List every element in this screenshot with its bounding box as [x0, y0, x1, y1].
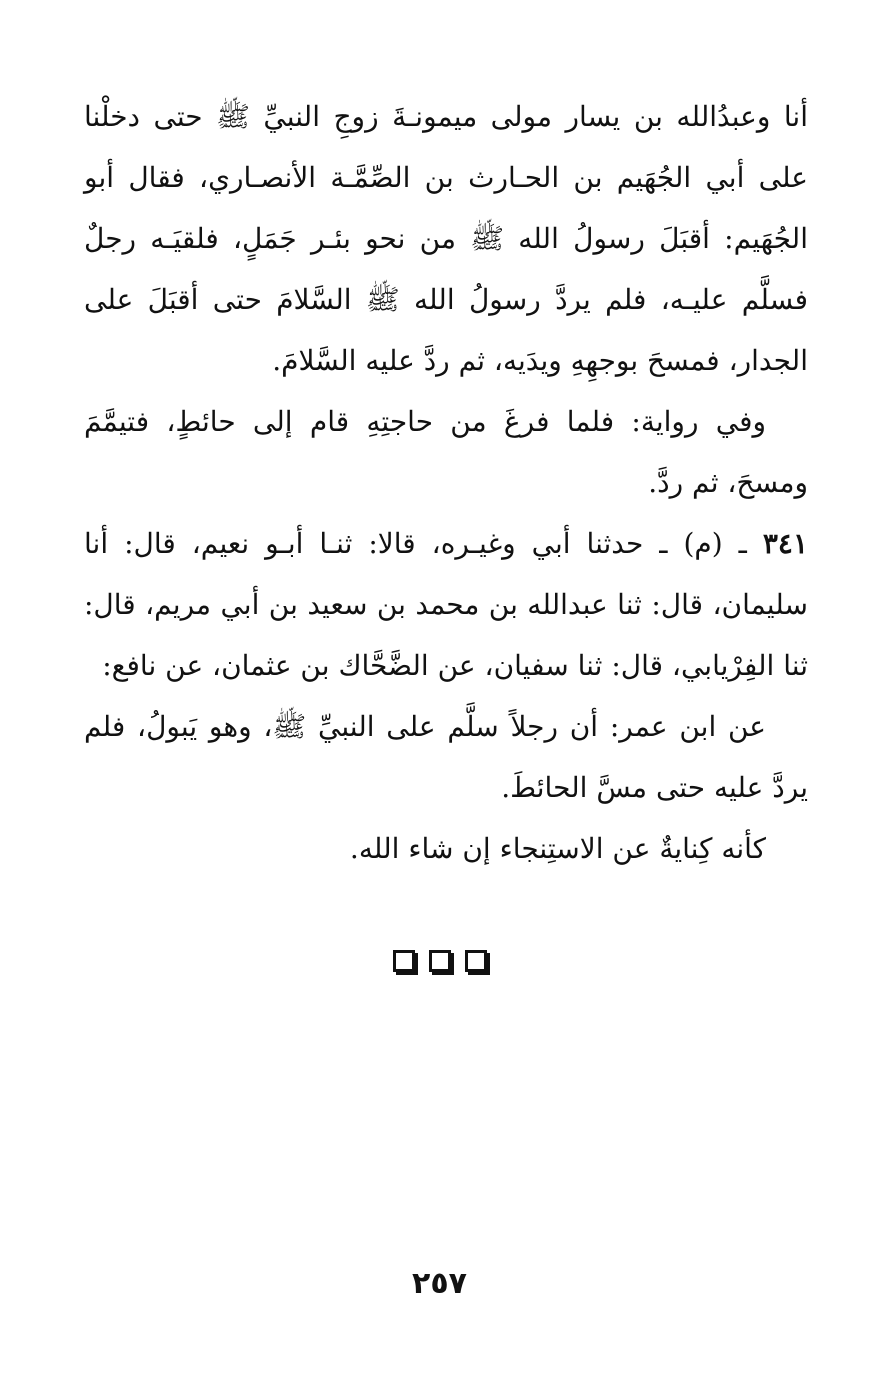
square-ornament-icon: [429, 950, 451, 972]
isnad-text: ـ (م) ـ حدثنا أبي وغيـره، قالا: ثنـا أبـو نعيم، قال: أنا سليمان، قال: ثنا عبدالله بن محمد بن سعيد بن أبي مريم، قال: ثنا الفِرْيابي، قال: ثنا سفيان، عن الضَّحَّاك بن عثمان، عن نافع:: [84, 527, 808, 682]
page-number: ٢٥٧: [412, 1266, 467, 1301]
paragraph-hadith-text: أنا وعبدُالله بن يسار مولى ميمونـةَ زوجِ النبيِّ ﷺ حتى دخلْنا على أبي الجُهَيم بن الحـارث بن الصِّمَّـة الأنصـاري، فقال أبو الجُهَيم: أقبَلَ رسولُ الله ﷺ من نحو بئـر جَمَلٍ، فلقيَـه رجلٌ فسلَّم عليـه، فلم يردَّ رسولُ الله ﷺ السَّلامَ حتى أقبَلَ على الجدار، فمسحَ بوجهِهِ ويدَيه، ثم ردَّ عليه السَّلامَ.: [84, 100, 808, 377]
paragraph-isnad: [84, 513, 808, 696]
square-ornament-icon: [465, 950, 487, 972]
paragraph-narration-variant: وفي رواية: فلما فرغَ من حاجتِهِ قام إلى حائطٍ، فتيمَّمَ ومسحَ، ثم ردَّ.: [84, 405, 808, 499]
hadith-number: ٣٤١: [762, 527, 808, 560]
paragraph-commentary: كأنه كِنايةٌ عن الاستِنجاء إن شاء الله.: [349, 832, 766, 865]
square-ornament-icon: [393, 950, 415, 972]
section-separator: [0, 950, 879, 976]
paragraph-matn: عن ابن عمر: أن رجلاً سلَّم على النبيِّ ﷺ، وهو يَبولُ، فلم يردَّ عليه حتى مسَّ الحائطَ.: [84, 710, 808, 804]
